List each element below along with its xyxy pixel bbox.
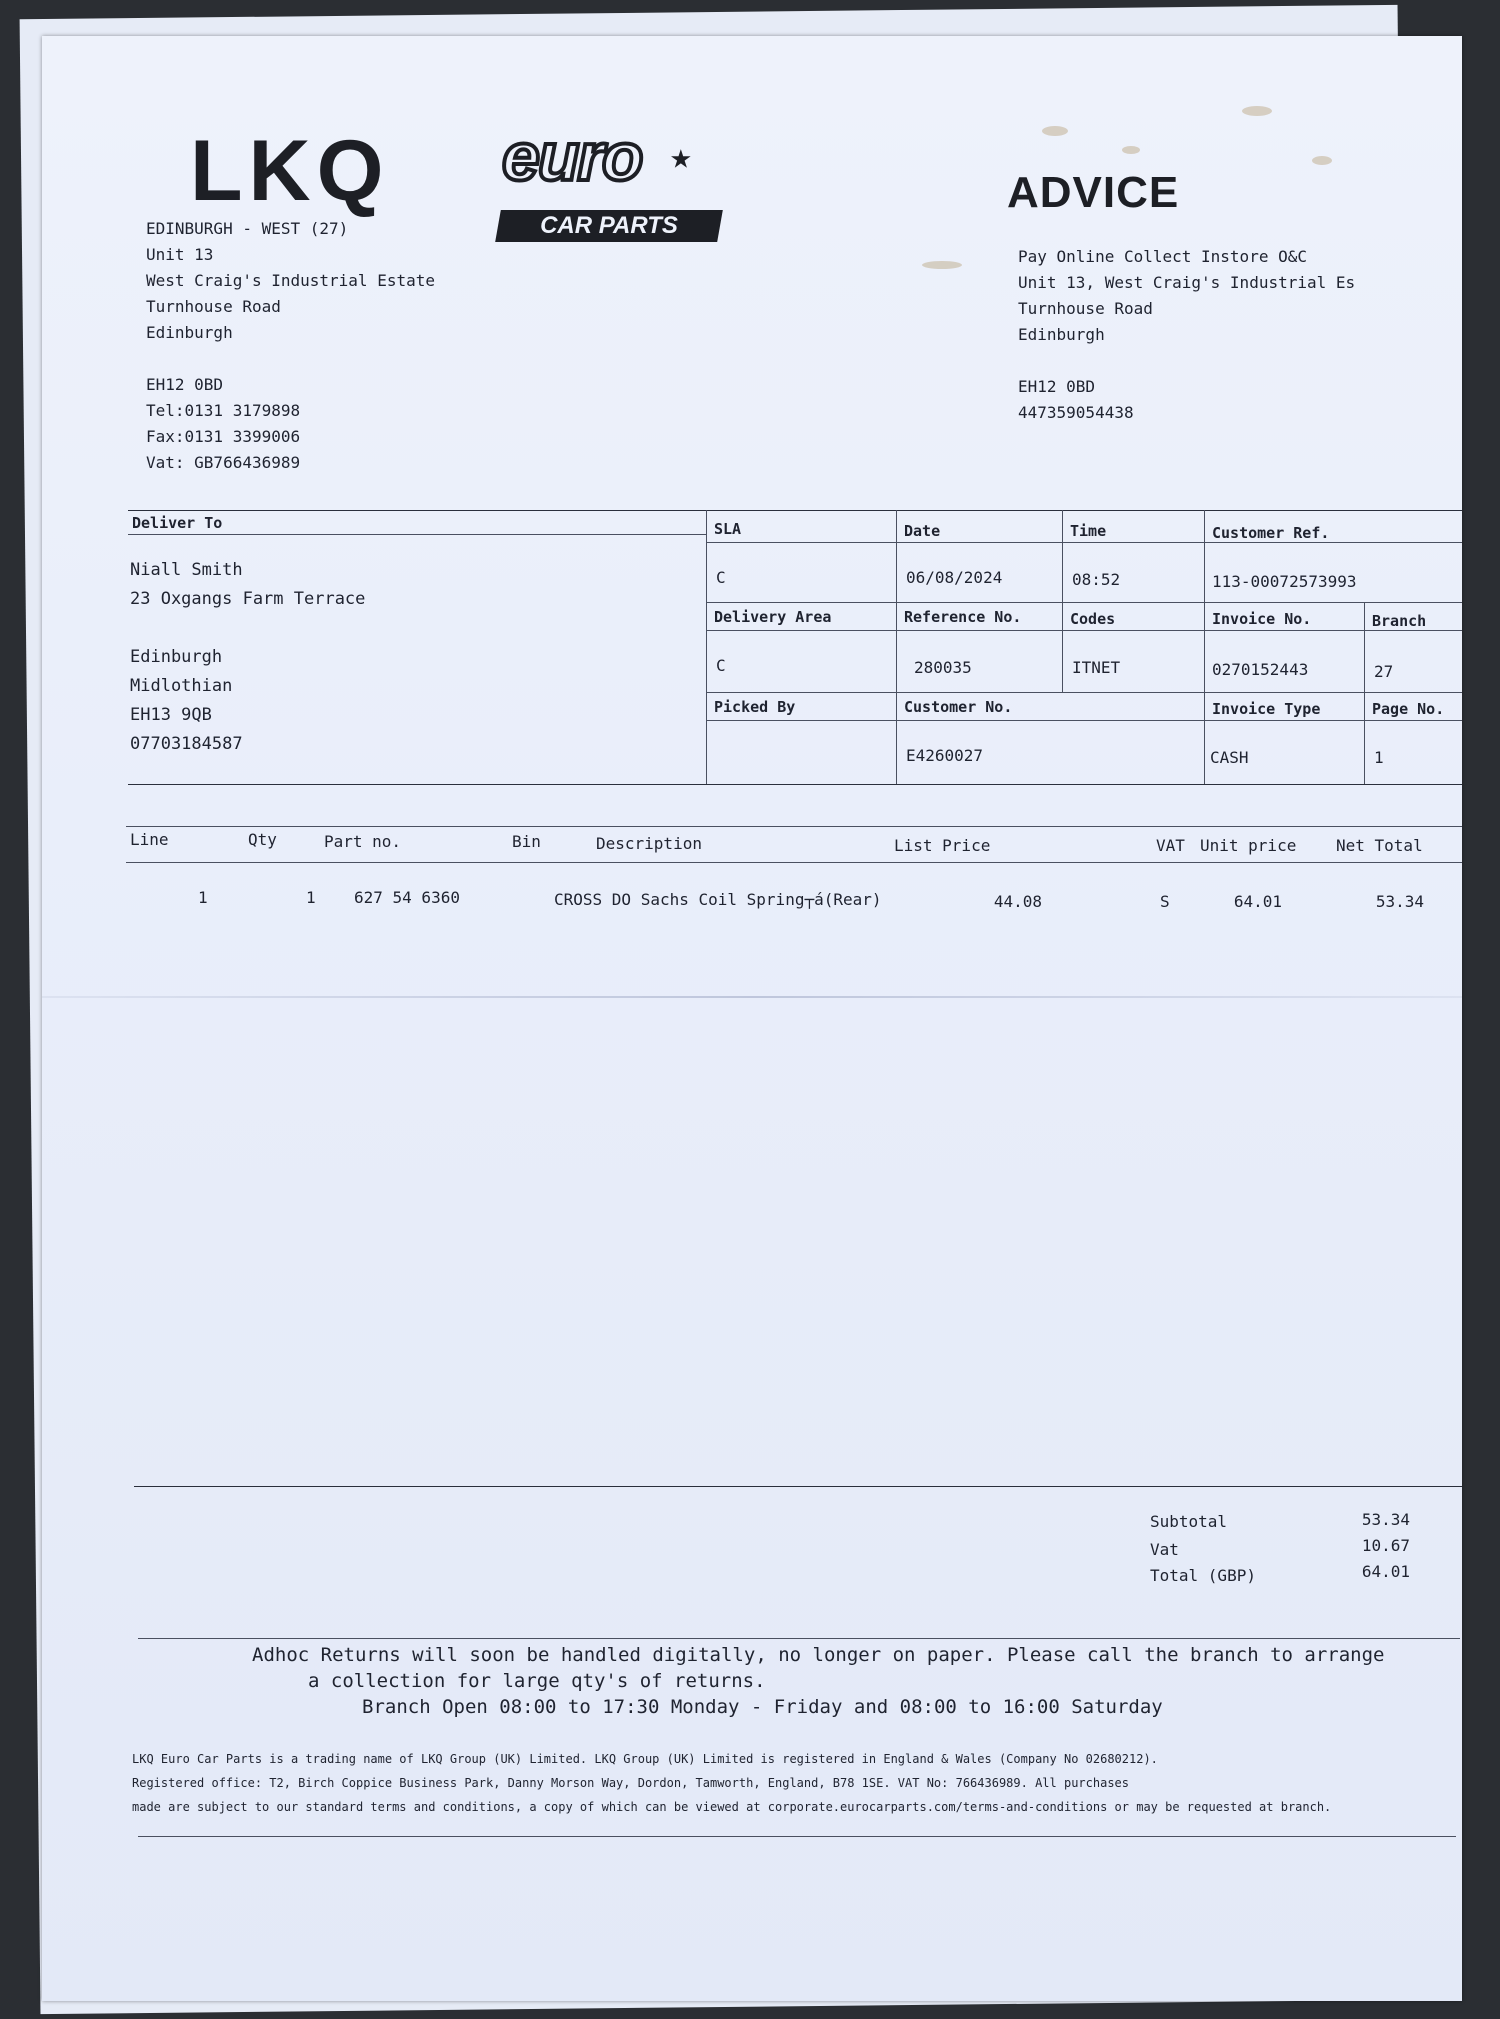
time-label: Time xyxy=(1070,522,1107,540)
time-value: 08:52 xyxy=(1072,570,1121,589)
legal-text: LKQ Euro Car Parts is a trading name of LKQ Group (UK) Limited. LKQ Group (UK) Limited is registered in England & Wales (Company No 02680212). xyxy=(132,1752,1158,1766)
total-value: 64.01 xyxy=(1361,1562,1410,1581)
advice-line: Unit 13, West Craig's Industrial Es xyxy=(1018,273,1356,292)
codes-value: ITNET xyxy=(1072,658,1121,677)
branch-address-line: West Craig's Industrial Estate xyxy=(146,271,435,290)
row-line: 1 xyxy=(198,888,208,907)
rule xyxy=(706,692,1462,693)
delivery-area-label: Delivery Area xyxy=(714,608,832,626)
customer-county: Midlothian xyxy=(130,676,233,696)
row-list-price: 44.08 xyxy=(993,892,1042,911)
paper-fold xyxy=(42,996,1462,998)
branch-address xyxy=(146,216,435,476)
star-icon: ★ xyxy=(670,136,692,177)
paper-stain xyxy=(1312,156,1332,165)
customer-city: Edinburgh xyxy=(130,647,223,667)
branch-tel: Tel:0131 3179898 xyxy=(146,401,301,420)
rule xyxy=(706,630,1462,631)
advice-title: ADVICE xyxy=(1007,168,1180,217)
reference-value: 280035 xyxy=(914,658,972,677)
vat-value: 10.67 xyxy=(1361,1536,1410,1555)
branch-value: 27 xyxy=(1374,662,1394,681)
codes-label: Codes xyxy=(1070,610,1116,628)
advice-line: Turnhouse Road xyxy=(1018,299,1153,318)
customer-name: Niall Smith xyxy=(130,560,243,580)
rule xyxy=(706,542,1462,543)
customer-postcode: EH13 9QB xyxy=(130,705,212,725)
paper-stain xyxy=(922,261,962,269)
total-label: Total (GBP) xyxy=(1150,1566,1256,1585)
column-divider xyxy=(896,510,897,784)
row-unit-price: 64.01 xyxy=(1233,892,1282,911)
euro-wordmark: euro xyxy=(502,119,642,195)
rule xyxy=(706,602,1462,603)
col-qty: Qty xyxy=(248,830,277,849)
branch-address-line: Edinburgh xyxy=(146,323,233,342)
sla-value: C xyxy=(716,568,726,587)
totals-rule xyxy=(134,1486,1462,1487)
legal-text: Registered office: T2, Birch Coppice Business Park, Danny Morson Way, Dordon, Tamworth, England, B78 1SE. VAT No: 766436989. All purchases xyxy=(132,1776,1129,1790)
returns-notice-2: a collection for large qty's of returns. xyxy=(308,1670,766,1692)
branch-address-line: Unit 13 xyxy=(146,245,214,264)
page-no-value: 1 xyxy=(1374,748,1384,767)
sla-label: SLA xyxy=(714,520,742,538)
col-part-no: Part no. xyxy=(324,832,402,851)
rule xyxy=(128,534,706,535)
col-line: Line xyxy=(130,830,169,849)
paper-stain xyxy=(1042,126,1068,136)
subtotal-value: 53.34 xyxy=(1361,1510,1410,1529)
returns-notice: Adhoc Returns will soon be handled digitally, no longer on paper. Please call the branch to arrange xyxy=(252,1644,1385,1666)
footer-rule xyxy=(138,1836,1456,1837)
deliver-to-address xyxy=(130,556,365,759)
advice-number: 447359054438 xyxy=(1018,403,1134,422)
branch-name: EDINBURGH - WEST (27) xyxy=(146,219,349,238)
col-list-price: List Price xyxy=(894,836,991,855)
customer-ref-label: Customer Ref. xyxy=(1212,524,1330,542)
invoice-no-label: Invoice No. xyxy=(1212,610,1312,628)
row-description: CROSS DO Sachs Coil Spring┬á(Rear) xyxy=(554,890,882,909)
col-unit-price: Unit price xyxy=(1200,836,1297,855)
rule xyxy=(706,720,1462,721)
column-divider xyxy=(706,510,707,784)
row-part-no: 627 54 6360 xyxy=(354,888,460,907)
page-no-label: Page No. xyxy=(1372,700,1445,718)
legal-text: made are subject to our standard terms and conditions, a copy of which can be viewed at corporate.eurocarparts.com/terms-and-conditions or may be requested at branch. xyxy=(132,1800,1332,1814)
col-net-total: Net Total xyxy=(1336,836,1423,855)
opening-hours: Branch Open 08:00 to 17:30 Monday - Friday and 08:00 to 16:00 Saturday xyxy=(362,1696,1163,1718)
car-parts-text: CAR PARTS xyxy=(540,212,678,239)
header-bottom-rule xyxy=(128,784,1462,785)
col-vat: VAT xyxy=(1156,836,1185,855)
advice-postcode: EH12 0BD xyxy=(1018,377,1096,396)
vat-label: Vat xyxy=(1150,1540,1179,1559)
lines-top-rule xyxy=(126,826,1462,827)
row-net-total: 53.34 xyxy=(1375,892,1424,911)
invoice-document xyxy=(42,36,1462,2001)
branch-label: Branch xyxy=(1372,612,1427,630)
advice-address xyxy=(1018,244,1355,426)
date-label: Date xyxy=(904,522,941,540)
branch-address-line: Turnhouse Road xyxy=(146,297,281,316)
deliver-to-label: Deliver To xyxy=(132,514,223,532)
delivery-area-value: C xyxy=(716,656,726,675)
branch-fax: Fax:0131 3399006 xyxy=(146,427,301,446)
header-top-rule xyxy=(128,510,1462,511)
advice-line: Pay Online Collect Instore O&C xyxy=(1018,247,1307,266)
col-bin: Bin xyxy=(512,832,541,851)
column-divider xyxy=(1364,602,1365,784)
invoice-no-value: 0270152443 xyxy=(1212,660,1309,679)
date-value: 06/08/2024 xyxy=(906,568,1003,587)
invoice-type-label: Invoice Type xyxy=(1212,700,1321,718)
invoice-type-value: CASH xyxy=(1210,748,1249,767)
euro-car-parts-logo xyxy=(492,118,732,248)
customer-street: 23 Oxgangs Farm Terrace xyxy=(130,589,366,609)
col-description: Description xyxy=(596,834,702,853)
customer-no-label: Customer No. xyxy=(904,698,1013,716)
notice-rule xyxy=(138,1638,1460,1639)
column-divider xyxy=(1062,510,1063,692)
paper-stain xyxy=(1242,106,1272,116)
picked-by-label: Picked By xyxy=(714,698,796,716)
customer-ref-value: 113-00072573993 xyxy=(1212,572,1357,591)
reference-label: Reference No. xyxy=(904,608,1022,626)
customer-phone: 07703184587 xyxy=(130,734,243,754)
row-vat: S xyxy=(1160,892,1170,911)
branch-postcode: EH12 0BD xyxy=(146,375,224,394)
branch-vat: Vat: GB766436989 xyxy=(146,453,301,472)
column-divider xyxy=(1204,510,1205,784)
lines-header-rule xyxy=(126,862,1462,863)
paper-stain xyxy=(1122,146,1140,154)
lkq-logo: LKQ xyxy=(190,123,390,219)
subtotal-label: Subtotal xyxy=(1150,1512,1228,1531)
customer-no-value: E4260027 xyxy=(906,746,984,765)
car-parts-banner xyxy=(495,210,723,242)
advice-line: Edinburgh xyxy=(1018,325,1105,344)
row-qty: 1 xyxy=(306,888,316,907)
